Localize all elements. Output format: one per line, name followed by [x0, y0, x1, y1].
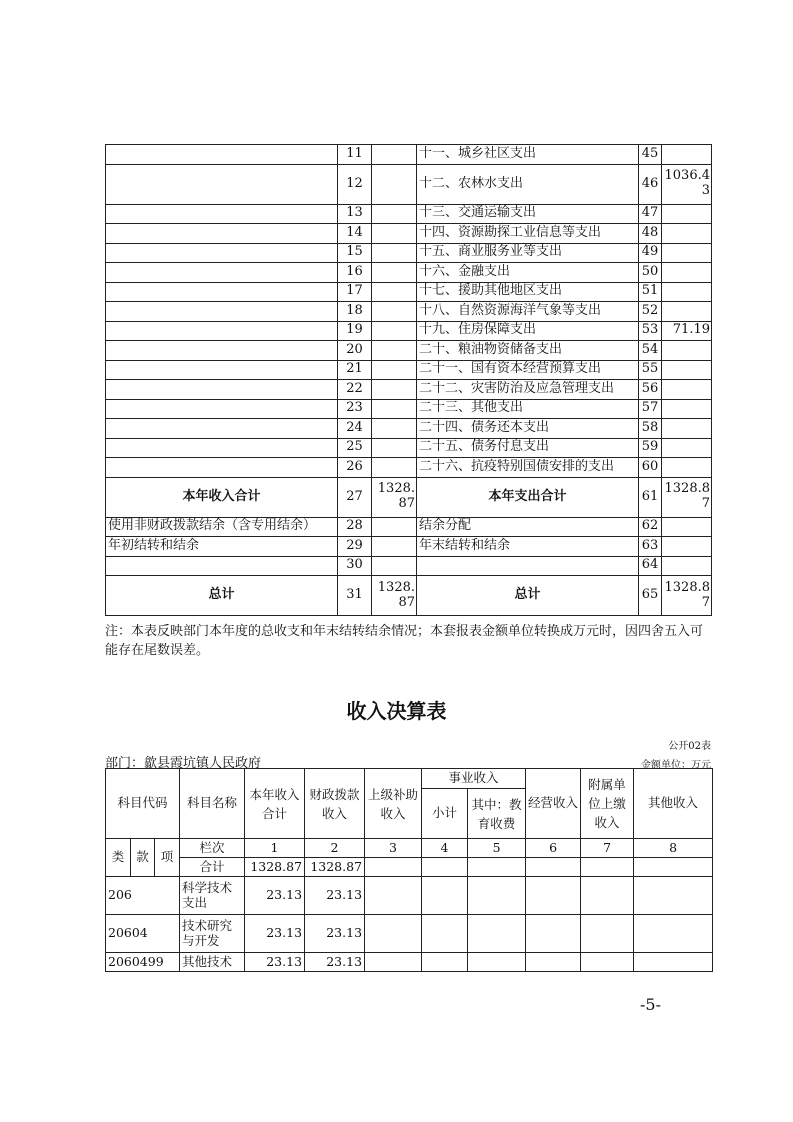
other-income-header: 其他收入: [634, 769, 713, 839]
row-number: 58: [639, 419, 662, 439]
table-row: [106, 302, 712, 322]
income-amount: [372, 341, 417, 361]
subject-name: 科学技术支出: [180, 877, 245, 915]
income-label: [106, 360, 338, 380]
table-row: [106, 438, 712, 458]
expenditure-amount: [662, 341, 712, 361]
expenditure-amount: [662, 438, 712, 458]
income-amount: 1328.87: [372, 576, 417, 616]
income-amount: [372, 419, 417, 439]
empty-cell: [634, 915, 713, 953]
table-row: [106, 224, 712, 244]
table-row: [106, 953, 713, 972]
row-number: 56: [639, 380, 662, 400]
row-number: 63: [639, 537, 662, 557]
empty-cell: [422, 915, 468, 953]
row-number: 12: [338, 164, 372, 204]
income-label: [106, 341, 338, 361]
column-no-label: 栏次: [180, 839, 245, 858]
empty-cell: [422, 877, 468, 915]
expenditure-amount: [662, 224, 712, 244]
row-number: 64: [639, 556, 662, 576]
empty-cell: [526, 953, 581, 972]
row-number: 62: [639, 517, 662, 537]
row-number: 24: [338, 419, 372, 439]
table-row: [106, 321, 712, 341]
row-number: 19: [338, 321, 372, 341]
income-amount: [372, 204, 417, 224]
income-label: [106, 399, 338, 419]
empty-cell: [365, 858, 422, 877]
income-expenditure-table: [105, 144, 712, 616]
row-number: 57: [639, 399, 662, 419]
row-number: 49: [639, 243, 662, 263]
grand-total-label: 总计: [106, 576, 338, 616]
expenditure-amount: [662, 556, 712, 576]
header-row: [106, 769, 713, 789]
income-amount: [372, 399, 417, 419]
subject-code: 20604: [106, 915, 180, 953]
income-total-value: 23.13: [245, 915, 305, 953]
page-title: 收入决算表: [346, 699, 447, 723]
income-amount: [372, 263, 417, 283]
empty-cell: [634, 953, 713, 972]
row-number: 46: [639, 164, 662, 204]
expenditure-label: 十一、城乡社区支出: [417, 145, 639, 165]
expenditure-amount: [662, 458, 712, 478]
table-row: [106, 360, 712, 380]
expenditure-amount: [662, 204, 712, 224]
row-number: 47: [639, 204, 662, 224]
income-amount: 1328.87: [372, 477, 417, 517]
operating-income-header: 经营收入: [526, 769, 581, 839]
subject-code-header: 科目代码: [106, 769, 180, 839]
subject-code: 2060499: [106, 953, 180, 972]
empty-cell: [365, 953, 422, 972]
row-number: 31: [338, 576, 372, 616]
expenditure-amount: [662, 399, 712, 419]
table-row: [106, 380, 712, 400]
expenditure-label: 二十二、灾害防治及应急管理支出: [417, 380, 639, 400]
income-amount: [372, 458, 417, 478]
empty-cell: [634, 858, 713, 877]
empty-cell: [365, 915, 422, 953]
income-label: [106, 145, 338, 165]
income-total-value: 23.13: [245, 877, 305, 915]
income-amount: [372, 302, 417, 322]
income-total-value: 23.13: [245, 953, 305, 972]
income-amount: [372, 537, 417, 557]
empty-cell: [422, 858, 468, 877]
row-number: 26: [338, 458, 372, 478]
row-number: 29: [338, 537, 372, 557]
row-number: 45: [639, 145, 662, 165]
table-code: 公开02表: [668, 741, 711, 752]
row-number: 20: [338, 341, 372, 361]
fiscal-value: 23.13: [305, 953, 365, 972]
table-row: [106, 263, 712, 283]
expenditure-label: 二十六、抗疫特别国债安排的支出: [417, 458, 639, 478]
row-number: 27: [338, 477, 372, 517]
income-label: [106, 164, 338, 204]
row-number: 55: [639, 360, 662, 380]
income-label: [106, 321, 338, 341]
education-fee-header: 其中：教育收费: [468, 789, 526, 839]
expenditure-amount: [662, 360, 712, 380]
income-label: [106, 243, 338, 263]
income-label: [106, 282, 338, 302]
table-row: [106, 204, 712, 224]
empty-cell: [468, 877, 526, 915]
expenditure-amount: [662, 517, 712, 537]
row-number: 15: [338, 243, 372, 263]
income-label: 使用非财政拨款结余（含专用结余）: [106, 517, 338, 537]
row-number: 14: [338, 224, 372, 244]
income-amount: [372, 360, 417, 380]
expenditure-label: 十五、商业服务业等支出: [417, 243, 639, 263]
expenditure-amount: [662, 537, 712, 557]
income-total-header: 本年收入合计: [245, 769, 305, 839]
income-label: [106, 419, 338, 439]
income-label: [106, 438, 338, 458]
affiliated-income-header: 附属单位上缴收入: [581, 769, 634, 839]
expenditure-amount: 1036.43: [662, 164, 712, 204]
expenditure-label: 年末结转和结余: [417, 537, 639, 557]
expenditure-amount: [662, 302, 712, 322]
fiscal-header: 财政拨款收入: [305, 769, 365, 839]
expenditure-label: 十六、金融支出: [417, 263, 639, 283]
business-income-header: 事业收入: [422, 769, 526, 789]
subtotal-header: 小计: [422, 789, 468, 839]
fiscal-value: 23.13: [305, 877, 365, 915]
expenditure-amount: [662, 419, 712, 439]
table-row: [106, 537, 712, 557]
expenditure-label: 二十一、国有资本经营预算支出: [417, 360, 639, 380]
row-number: 21: [338, 360, 372, 380]
expenditure-label: 十二、农林水支出: [417, 164, 639, 204]
unit-label: 金额单位：万元: [641, 760, 711, 771]
expenditure-amount: [662, 145, 712, 165]
income-total-row: [106, 477, 712, 517]
empty-cell: [581, 915, 634, 953]
total-label: 合计: [180, 858, 245, 877]
income-amount: [372, 380, 417, 400]
row-number: 52: [639, 302, 662, 322]
row-number: 50: [639, 263, 662, 283]
table-row: [106, 915, 713, 953]
expenditure-label: 二十四、债务还本支出: [417, 419, 639, 439]
subject-name: 其他技术: [180, 953, 245, 972]
income-label: [106, 224, 338, 244]
page-number: -5-: [640, 995, 661, 1014]
row-number: 65: [639, 576, 662, 616]
empty-cell: [468, 858, 526, 877]
fiscal-value: 1328.87: [305, 858, 365, 877]
subject-name-header: 科目名称: [180, 769, 245, 839]
expenditure-amount: [662, 263, 712, 283]
subject-code: 206: [106, 877, 180, 915]
income-amount: [372, 243, 417, 263]
expenditure-label: [417, 556, 639, 576]
expenditure-amount: [662, 243, 712, 263]
expenditure-label: 结余分配: [417, 517, 639, 537]
empty-cell: [634, 877, 713, 915]
expenditure-label: 二十三、其他支出: [417, 399, 639, 419]
expenditure-amount: [662, 380, 712, 400]
row-number: 53: [639, 321, 662, 341]
empty-cell: [468, 915, 526, 953]
row-number: 48: [639, 224, 662, 244]
row-number: 54: [639, 341, 662, 361]
column-number: 8: [634, 839, 713, 858]
column-number: 6: [526, 839, 581, 858]
income-label: [106, 458, 338, 478]
table-row: [106, 243, 712, 263]
income-amount: [372, 556, 417, 576]
income-label: 年初结转和结余: [106, 537, 338, 557]
lei-header: 类: [106, 839, 131, 877]
column-number: 4: [422, 839, 468, 858]
income-label: [106, 302, 338, 322]
row-number: 11: [338, 145, 372, 165]
row-number: 61: [639, 477, 662, 517]
table-note: 注：本表反映部门本年度的总收支和年末结转结余情况；本套报表金额单位转换成万元时，因四舍五入可能存在尾数误差。: [105, 624, 704, 658]
income-label: [106, 556, 338, 576]
expenditure-label: 二十、粮油物资储备支出: [417, 341, 639, 361]
column-number: 7: [581, 839, 634, 858]
expenditure-total-label: 本年支出合计: [417, 477, 639, 517]
income-total-label: 本年收入合计: [106, 477, 338, 517]
column-number: 1: [245, 839, 305, 858]
expenditure-label: 十四、资源勘探工业信息等支出: [417, 224, 639, 244]
table-row: [106, 399, 712, 419]
income-total-value: 1328.87: [245, 858, 305, 877]
table-row: [106, 458, 712, 478]
table-row: [106, 164, 712, 204]
income-label: [106, 380, 338, 400]
empty-cell: [365, 877, 422, 915]
row-number: 13: [338, 204, 372, 224]
empty-cell: [422, 953, 468, 972]
table-row: [106, 556, 712, 576]
income-amount: [372, 164, 417, 204]
empty-cell: [581, 953, 634, 972]
row-number: 18: [338, 302, 372, 322]
expenditure-label: 十三、交通运输支出: [417, 204, 639, 224]
table-row: [106, 517, 712, 537]
expenditure-amount: 1328.87: [662, 477, 712, 517]
table-row: [106, 145, 712, 165]
expenditure-amount: [662, 282, 712, 302]
income-amount: [372, 517, 417, 537]
column-number: 2: [305, 839, 365, 858]
subject-name: 技术研究与开发: [180, 915, 245, 953]
row-number: 16: [338, 263, 372, 283]
income-amount: [372, 145, 417, 165]
row-number: 22: [338, 380, 372, 400]
row-number: 59: [639, 438, 662, 458]
kuan-header: 款: [131, 839, 155, 877]
expenditure-amount: 71.19: [662, 321, 712, 341]
column-number-row: [106, 839, 713, 858]
row-number: 30: [338, 556, 372, 576]
empty-cell: [526, 877, 581, 915]
grand-total-row: [106, 576, 712, 616]
expenditure-amount: 1328.87: [662, 576, 712, 616]
empty-cell: [526, 915, 581, 953]
grand-total-label: 总计: [417, 576, 639, 616]
xiang-header: 项: [155, 839, 180, 877]
table-row: [106, 419, 712, 439]
row-number: 51: [639, 282, 662, 302]
empty-cell: [526, 858, 581, 877]
income-label: [106, 263, 338, 283]
table-row: [106, 282, 712, 302]
income-amount: [372, 224, 417, 244]
row-number: 60: [639, 458, 662, 478]
expenditure-label: 十九、住房保障支出: [417, 321, 639, 341]
table-row: [106, 341, 712, 361]
income-amount: [372, 282, 417, 302]
department-label: 部门：歙县霞坑镇人民政府: [105, 756, 262, 771]
expenditure-label: 二十五、债务付息支出: [417, 438, 639, 458]
empty-cell: [581, 877, 634, 915]
expenditure-label: 十七、援助其他地区支出: [417, 282, 639, 302]
table-row: [106, 877, 713, 915]
column-number: 5: [468, 839, 526, 858]
column-number: 3: [365, 839, 422, 858]
empty-cell: [581, 858, 634, 877]
row-number: 23: [338, 399, 372, 419]
income-amount: [372, 321, 417, 341]
fiscal-value: 23.13: [305, 915, 365, 953]
income-amount: [372, 438, 417, 458]
row-number: 28: [338, 517, 372, 537]
income-label: [106, 204, 338, 224]
empty-cell: [468, 953, 526, 972]
row-number: 17: [338, 282, 372, 302]
superior-subsidy-header: 上级补助收入: [365, 769, 422, 839]
row-number: 25: [338, 438, 372, 458]
income-statement-table: [105, 768, 713, 972]
total-row: [106, 858, 713, 877]
expenditure-label: 十八、自然资源海洋气象等支出: [417, 302, 639, 322]
